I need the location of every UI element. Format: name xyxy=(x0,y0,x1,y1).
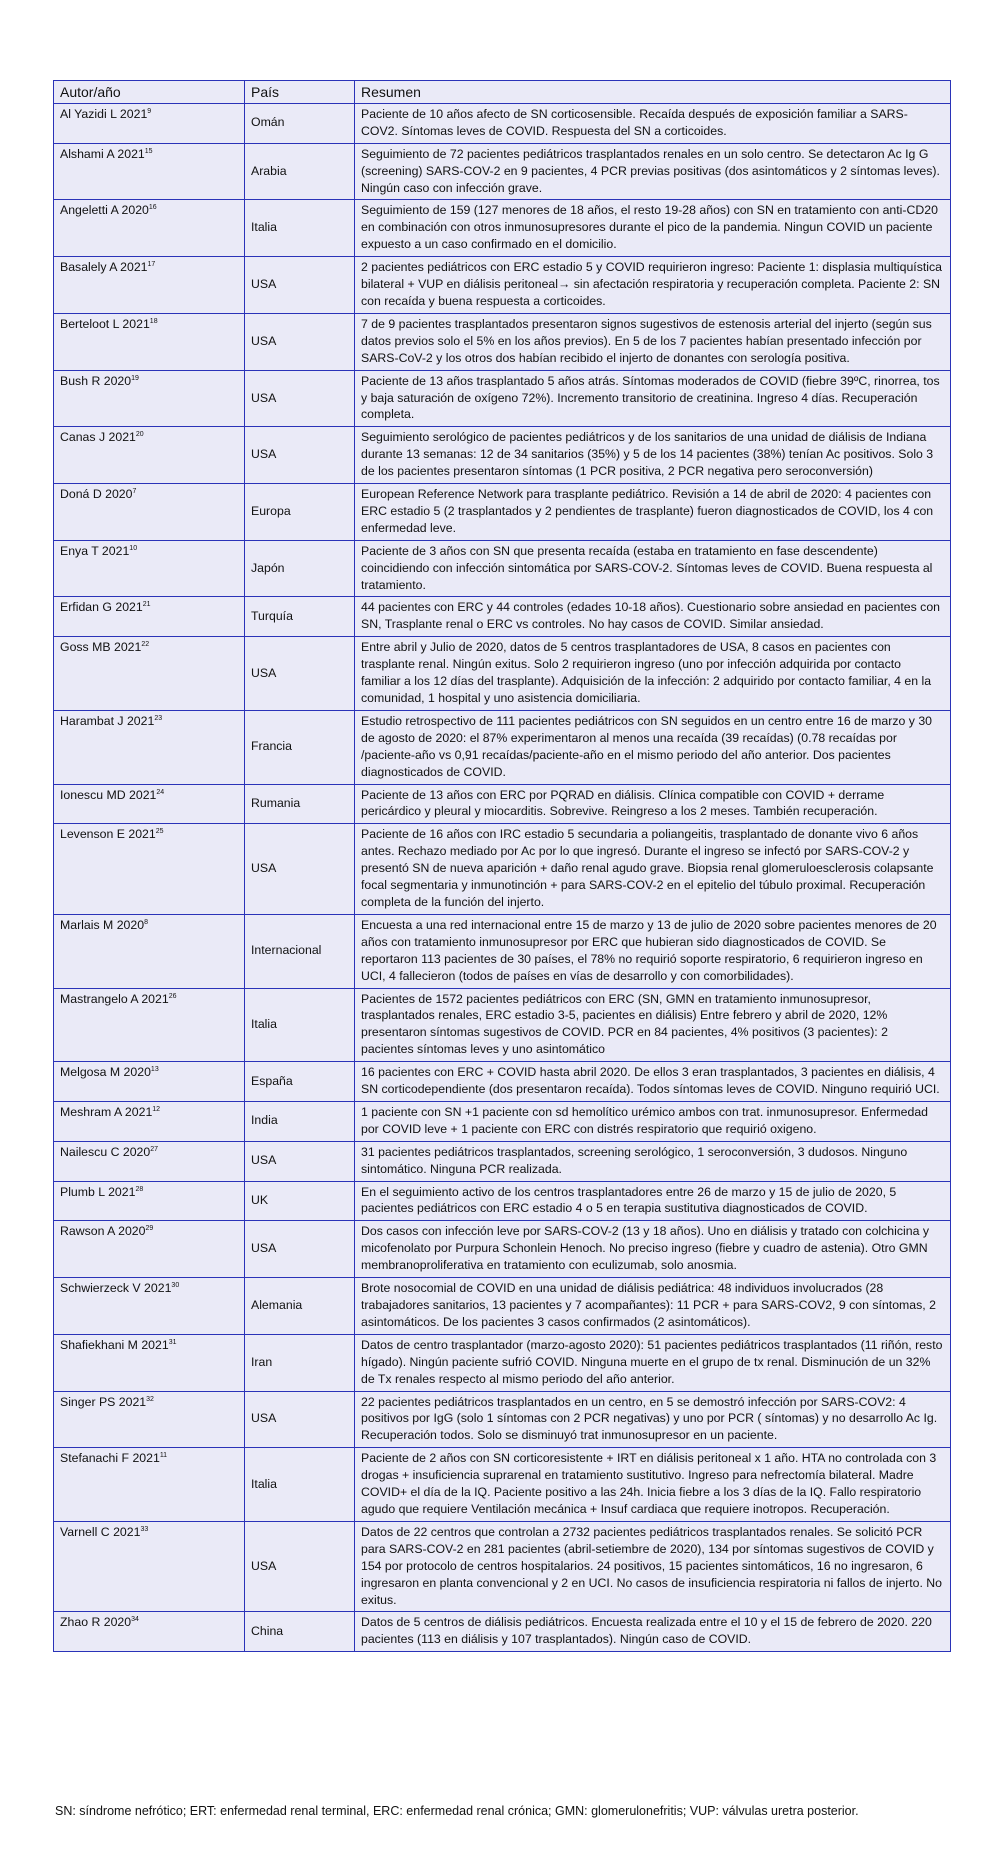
summary-cell: Brote nosocomial de COVID en una unidad de diálisis pediátrica: 48 individuos involucrados (28 trabajadores sanitarios, 13 pacientes y 7 acompañantes): 11 PCR + para SARS-COV2, 9 con síntomas, 2 asintomáticos. De los pacientes 3 casos confirmados (2 asintomáticos). xyxy=(355,1278,951,1335)
author-cell xyxy=(54,1612,245,1652)
summary-cell: Paciente de 13 años trasplantado 5 años atrás. Síntomas moderados de COVID (fiebre 39ºC, rinorrea, tos y baja saturación de oxígeno 72%). Incremento transitorio de creatinina. Ingreso 4 días. Recuperación completa. xyxy=(355,370,951,427)
country-cell: Iran xyxy=(245,1334,355,1391)
table-row xyxy=(54,1448,951,1522)
author-name: Bush R 2020 xyxy=(60,373,132,388)
table-row xyxy=(54,1278,951,1335)
reference-number: 18 xyxy=(149,317,158,325)
summary-cell: Pacientes de 1572 pacientes pediátricos con ERC (SN, GMN en tratamiento inmunosupresor, trasplantados renales, ERC estadio 3-5, pacientes en diálisis) Entre febrero y abril de 2020, 12% presentaron síntomas sugestivos de COVID. PCR en 84 pacientes, 4% positivos (3 pacientes): 2 pacientes síntomas leves y uno asintomático xyxy=(355,988,951,1062)
author-cell xyxy=(54,710,245,784)
summary-cell: Paciente de 16 años con IRC estadio 5 secundaria a poliangeitis, trasplantado de donante vivo 6 años antes. Rechazo mediado por Ac por lo que ingresó. Durante el ingreso se infectó por SARS-COV-2 y presentó SN de nueva aparición + daño renal agudo grave. Biopsia renal glomeruloesclerosis colapsante focal segmentaria y inmunotinción + para SARS-COV-2 en el epitelio del túbulo proximal. Recuperación completa de la función del injerto. xyxy=(355,824,951,915)
author-cell xyxy=(54,988,245,1062)
author-name: Rawson A 2020 xyxy=(60,1224,146,1239)
summary-cell: Paciente de 13 años con ERC por PQRAD en diálisis. Clínica compatible con COVID + derrame pericárdico y pleural y miocarditis. Sobrevive. Reingreso a los 2 meses. También recuperación. xyxy=(355,784,951,824)
author-cell xyxy=(54,1278,245,1335)
country-cell: Turquía xyxy=(245,597,355,637)
country-cell: España xyxy=(245,1062,355,1102)
author-cell xyxy=(54,1521,245,1612)
table-row xyxy=(54,1141,951,1181)
table-row xyxy=(54,1101,951,1141)
summary-cell: Paciente de 2 años con SN corticoresistente + IRT en diálisis peritoneal x 1 año. HTA no controlada con 3 drogas + insuficiencia suprarenal en tratamiento sustitutivo. Ingreso para nefrectomía bilateral. Madre COVID+ el día de la IQ. Paciente positivo a las 24h. Inicia fiebre a los 3 días de la IQ. Fallo respiratorio agudo que requiere Ventilación mecánica + Insuf cardiaca que requiere inotropos. Recuperación. xyxy=(355,1448,951,1522)
table-row xyxy=(54,914,951,988)
reference-number: 9 xyxy=(147,107,152,115)
table-body xyxy=(54,103,951,1651)
reference-number: 15 xyxy=(144,147,153,155)
summary-cell: 44 pacientes con ERC y 44 controles (edades 10-18 años). Cuestionario sobre ansiedad en pacientes con SN, Trasplante renal o ERC vs controles. No hay casos de COVID. Similar ansiedad. xyxy=(355,597,951,637)
reference-number: 22 xyxy=(141,641,150,649)
table-row xyxy=(54,143,951,200)
country-cell: Omán xyxy=(245,103,355,143)
author-name: Melgosa M 2020 xyxy=(60,1065,151,1080)
reference-number: 10 xyxy=(129,544,138,552)
author-cell xyxy=(54,597,245,637)
summary-cell: 1 paciente con SN +1 paciente con sd hemolítico urémico ambos con trat. inmunosupresor. Enfermedad por COVID leve + 1 paciente con ERC con distrés respiratorio que requirió oxigeno. xyxy=(355,1101,951,1141)
footnote: SN: síndrome nefrótico; ERT: enfermedad renal terminal, ERC: enfermedad renal crónica; GMN: glomerulonefritis; VUP: válvulas uretra posterior. xyxy=(55,1804,859,1818)
country-cell: USA xyxy=(245,1141,355,1181)
table-row xyxy=(54,597,951,637)
author-name: Angeletti A 2020 xyxy=(60,203,149,218)
author-name: Alshami A 2021 xyxy=(60,146,145,161)
author-name: Goss MB 2021 xyxy=(60,640,142,655)
summary-cell: 31 pacientes pediátricos trasplantados, screening serológico, 1 seroconversión, 3 dudosos. Ninguno sintomático. Ninguna PCR realizada. xyxy=(355,1141,951,1181)
author-name: Mastrangelo A 2021 xyxy=(60,991,169,1006)
author-cell xyxy=(54,824,245,915)
summary-cell: Encuesta a una red internacional entre 15 de marzo y 13 de julio de 2020 sobre pacientes menores de 20 años con tratamiento inmunosupresor por ERC que hubieran sido diagnosticados de COVID. Se reportaron 113 pacientes de 30 países, el 78% no requirió soporte respiratorio, 6 requirieron ingreso en UCI, 4 fallecieron (todos de países en vías de desarrollo y con comorbilidades). xyxy=(355,914,951,988)
header-summary: Resumen xyxy=(355,81,951,104)
author-name: Erfidan G 2021 xyxy=(60,600,143,615)
summary-cell: Seguimiento de 159 (127 menores de 18 años, el resto 19-28 años) con SN en tratamiento con anti-CD20 en combinación con otros inmunosupresores durante el pico de la pandemia. Ningun COVID un paciente expuesto a un caso confirmado en el domicilio. xyxy=(355,200,951,257)
summary-cell: 16 pacientes con ERC + COVID hasta abril 2020. De ellos 3 eran trasplantados, 3 pacientes en diálisis, 4 SN corticodependiente (dos presentaron recaída). Todos síntomas leves de COVID. Ninguno requirió UCI. xyxy=(355,1062,951,1102)
author-cell xyxy=(54,257,245,314)
summary-cell: 2 pacientes pediátricos con ERC estadio 5 y COVID requirieron ingreso: Paciente 1: displasia multiquística bilateral + VUP en diálisis peritoneal→ sin afectación respiratoria y recuperación completa. Paciente 2: SN con recaída y buena respuesta a corticoides. xyxy=(355,257,951,314)
author-name: Enya T 2021 xyxy=(60,543,130,558)
country-cell: Japón xyxy=(245,540,355,597)
author-name: Stefanachi F 2021 xyxy=(60,1451,160,1466)
reference-number: 23 xyxy=(154,714,163,722)
reference-number: 25 xyxy=(155,828,164,836)
country-cell: USA xyxy=(245,1221,355,1278)
summary-cell: 22 pacientes pediátricos trasplantados en un centro, en 5 se demostró infección por SARS-COV2: 4 positivos por IgG (solo 1 síntomas con 2 PCR negativas) y uno por PCR ( síntomas) y no desarrollo Ac Ig. Recuperación todos. Solo se disminuyó trat inmunosupresor en un paciente. xyxy=(355,1391,951,1448)
author-name: Schwierzeck V 2021 xyxy=(60,1281,172,1296)
summary-cell: Dos casos con infección leve por SARS-COV-2 (13 y 18 años). Uno en diálisis y tratado con colchicina y micofenolato por Purpura Schonlein Henoch. No preciso ingreso (fiebre y cuadro de astenia). Otro GMN membranoproliferativa en tratamiento con eculizumab, solo anosmia. xyxy=(355,1221,951,1278)
reference-number: 20 xyxy=(135,431,144,439)
author-cell xyxy=(54,1062,245,1102)
author-cell xyxy=(54,1181,245,1221)
author-name: Plumb L 2021 xyxy=(60,1184,136,1199)
reference-number: 24 xyxy=(156,788,165,796)
country-cell: Internacional xyxy=(245,914,355,988)
country-cell: Italia xyxy=(245,1448,355,1522)
author-cell xyxy=(54,313,245,370)
author-name: Doná D 2020 xyxy=(60,487,133,502)
author-name: Shafiekhani M 2021 xyxy=(60,1337,169,1352)
country-cell: Rumania xyxy=(245,784,355,824)
reference-number: 8 xyxy=(144,918,148,926)
header-country: País xyxy=(245,81,355,104)
header-author: Autor/año xyxy=(54,81,245,104)
summary-cell: Seguimiento serológico de pacientes pediátricos y de los sanitarios de una unidad de diálisis de Indiana durante 13 semanas: 12 de 34 sanitarios (35%) y 5 de los 14 pacientes (38%) tenían Ac positivos. Solo 3 de los pacientes presentaron síntomas (1 PCR positiva, 2 PCR negativa pero seroconversión) xyxy=(355,427,951,484)
country-cell: Italia xyxy=(245,200,355,257)
table-row xyxy=(54,784,951,824)
reference-number: 12 xyxy=(152,1105,161,1113)
reference-number: 29 xyxy=(145,1225,154,1233)
summary-cell: European Reference Network para trasplante pediátrico. Revisión a 14 de abril de 2020: 4 pacientes con ERC estadio 5 (2 trasplantados y 2 pendientes de trasplante) fueron diagnosticados de COVID, los 4 con enfermedad leve. xyxy=(355,484,951,541)
author-name: Harambat J 2021 xyxy=(60,713,155,728)
author-name: Nailescu C 2020 xyxy=(60,1144,151,1159)
country-cell: USA xyxy=(245,370,355,427)
author-name: Berteloot L 2021 xyxy=(60,316,150,331)
table-row xyxy=(54,824,951,915)
summary-cell: Paciente de 10 años afecto de SN corticosensible. Recaída después de exposición familiar a SARS-COV2. Síntomas leves de COVID. Respuesta del SN a corticoides. xyxy=(355,103,951,143)
table-row xyxy=(54,313,951,370)
reference-number: 33 xyxy=(140,1525,149,1533)
author-cell xyxy=(54,784,245,824)
author-name: Zhao R 2020 xyxy=(60,1615,132,1630)
reference-number: 32 xyxy=(146,1395,154,1403)
reference-number: 16 xyxy=(148,204,157,212)
summary-cell: Seguimiento de 72 pacientes pediátricos trasplantados renales en un solo centro. Se detectaron Ac Ig G (screening) SARS-COV-2 en 9 pacientes, 4 PCR previas positivas (dos asintomáticos y 2 síntomas leves). Ningún caso con infección grave. xyxy=(355,143,951,200)
author-cell xyxy=(54,1334,245,1391)
reference-number: 31 xyxy=(168,1338,177,1346)
author-name: Marlais M 2020 xyxy=(60,917,145,932)
country-cell: USA xyxy=(245,637,355,711)
table-row xyxy=(54,484,951,541)
reference-number: 11 xyxy=(159,1452,168,1460)
table-row xyxy=(54,540,951,597)
table-row xyxy=(54,200,951,257)
author-cell xyxy=(54,1448,245,1522)
author-cell xyxy=(54,540,245,597)
reference-number: 19 xyxy=(131,374,139,382)
reference-number: 7 xyxy=(132,487,137,495)
author-name: Meshram A 2021 xyxy=(60,1104,153,1119)
country-cell: USA xyxy=(245,1391,355,1448)
table-row xyxy=(54,370,951,427)
country-cell: UK xyxy=(245,1181,355,1221)
summary-table xyxy=(53,80,951,1652)
country-cell: Alemania xyxy=(245,1278,355,1335)
table-row xyxy=(54,988,951,1062)
country-cell: Italia xyxy=(245,988,355,1062)
author-name: Varnell C 2021 xyxy=(60,1524,141,1539)
reference-number: 13 xyxy=(150,1066,159,1074)
summary-cell: 7 de 9 pacientes trasplantados presentaron signos sugestivos de estenosis arterial del injerto (según sus datos previos solo el 5% en los años previos). En 5 de los 7 pacientes habían presentado infección por SARS-CoV-2 y los otros dos habían recibido el injerto de donantes con serología positiva. xyxy=(355,313,951,370)
table-header-row xyxy=(54,81,951,104)
country-cell: USA xyxy=(245,427,355,484)
summary-cell: Datos de 22 centros que controlan a 2732 pacientes pediátricos trasplantados renales. Se solicitó PCR para SARS-COV-2 en 281 pacientes (abril-setiembre de 2020), 134 por síntomas sugestivos de COVID y 154 por protocolo de centros hospitalarios. 24 positivos, 15 pacientes sintomáticos, 16 no ingresaron, 6 ingresaron en planta convencional y 2 en UCI. No casos de insuficiencia respiratoria ni fallos de injerto. No exitus. xyxy=(355,1521,951,1612)
summary-cell: En el seguimiento activo de los centros trasplantadores entre 26 de marzo y 15 de julio de 2020, 5 pacientes pediátricos con ERC estadio 4 o 5 en terapia sustitutiva diagnosticados de COVID. xyxy=(355,1181,951,1221)
reference-number: 21 xyxy=(142,601,151,609)
table-row xyxy=(54,103,951,143)
table-row xyxy=(54,1612,951,1652)
author-cell xyxy=(54,1101,245,1141)
country-cell: USA xyxy=(245,1521,355,1612)
author-cell xyxy=(54,200,245,257)
country-cell: Francia xyxy=(245,710,355,784)
author-name: Ionescu MD 2021 xyxy=(60,787,157,802)
author-cell xyxy=(54,484,245,541)
table-row xyxy=(54,1521,951,1612)
author-name: Singer PS 2021 xyxy=(60,1394,147,1409)
author-name: Levenson E 2021 xyxy=(60,827,156,842)
summary-cell: Entre abril y Julio de 2020, datos de 5 centros trasplantadores de USA, 8 casos en pacientes con trasplante renal. Ningún exitus. Solo 2 requirieron ingreso (uno por infección adquirida por contacto familiar a los 12 días del trasplante). Adquisición de la infección: 2 adquirido por contacto familiar, 4 en la comunidad, 1 hospital y uno asistencia domiciliaria. xyxy=(355,637,951,711)
author-cell xyxy=(54,1391,245,1448)
country-cell: USA xyxy=(245,257,355,314)
country-cell: India xyxy=(245,1101,355,1141)
table-row xyxy=(54,1221,951,1278)
table-row xyxy=(54,1334,951,1391)
table-row xyxy=(54,1062,951,1102)
author-cell xyxy=(54,637,245,711)
author-cell xyxy=(54,914,245,988)
author-name: Al Yazidi L 2021 xyxy=(60,106,148,121)
author-name: Basalely A 2021 xyxy=(60,260,148,275)
author-cell xyxy=(54,103,245,143)
summary-cell: Estudio retrospectivo de 111 pacientes pediátricos con SN seguidos en un centro entre 16 de marzo y 30 de agosto de 2020: el 87% experimentaron al menos una recaída (39 recaídas) (0.78 recaídas por /paciente-año vs 0,91 recaídas/paciente-año en el mismo periodo del año anterior. Dos pacientes diagnosticados de COVID. xyxy=(355,710,951,784)
author-cell xyxy=(54,143,245,200)
summary-cell: Paciente de 3 años con SN que presenta recaída (estaba en tratamiento en fase descendente) coincidiendo con infección sintomática por SARS-COV-2. Síntomas leves de COVID. Buena respuesta al tratamiento. xyxy=(355,540,951,597)
table-row xyxy=(54,710,951,784)
table-row xyxy=(54,1391,951,1448)
reference-number: 34 xyxy=(131,1616,139,1624)
author-cell xyxy=(54,1141,245,1181)
summary-cell: Datos de centro trasplantador (marzo-agosto 2020): 51 pacientes pediátricos trasplantados (11 riñón, resto hígado). Ningún paciente sufrió COVID. Ninguna muerte en el grupo de tx renal. Disminución de un 32% de Tx renales respecto al mismo periodo del año anterior. xyxy=(355,1334,951,1391)
table-row xyxy=(54,637,951,711)
country-cell: USA xyxy=(245,824,355,915)
country-cell: Arabia xyxy=(245,143,355,200)
author-cell xyxy=(54,427,245,484)
country-cell: China xyxy=(245,1612,355,1652)
reference-number: 28 xyxy=(135,1185,144,1193)
author-cell xyxy=(54,1221,245,1278)
table-row xyxy=(54,427,951,484)
summary-cell: Datos de 5 centros de diálisis pediátricos. Encuesta realizada entre el 10 y el 15 de febrero de 2020. 220 pacientes (113 en diálisis y 107 trasplantados). Ningún caso de COVID. xyxy=(355,1612,951,1652)
country-cell: Europa xyxy=(245,484,355,541)
author-name: Canas J 2021 xyxy=(60,430,136,445)
country-cell: USA xyxy=(245,313,355,370)
table-row xyxy=(54,257,951,314)
author-cell xyxy=(54,370,245,427)
table-row xyxy=(54,1181,951,1221)
reference-number: 17 xyxy=(147,261,156,269)
reference-number: 26 xyxy=(168,992,177,1000)
reference-number: 30 xyxy=(171,1282,180,1289)
reference-number: 27 xyxy=(150,1145,159,1153)
